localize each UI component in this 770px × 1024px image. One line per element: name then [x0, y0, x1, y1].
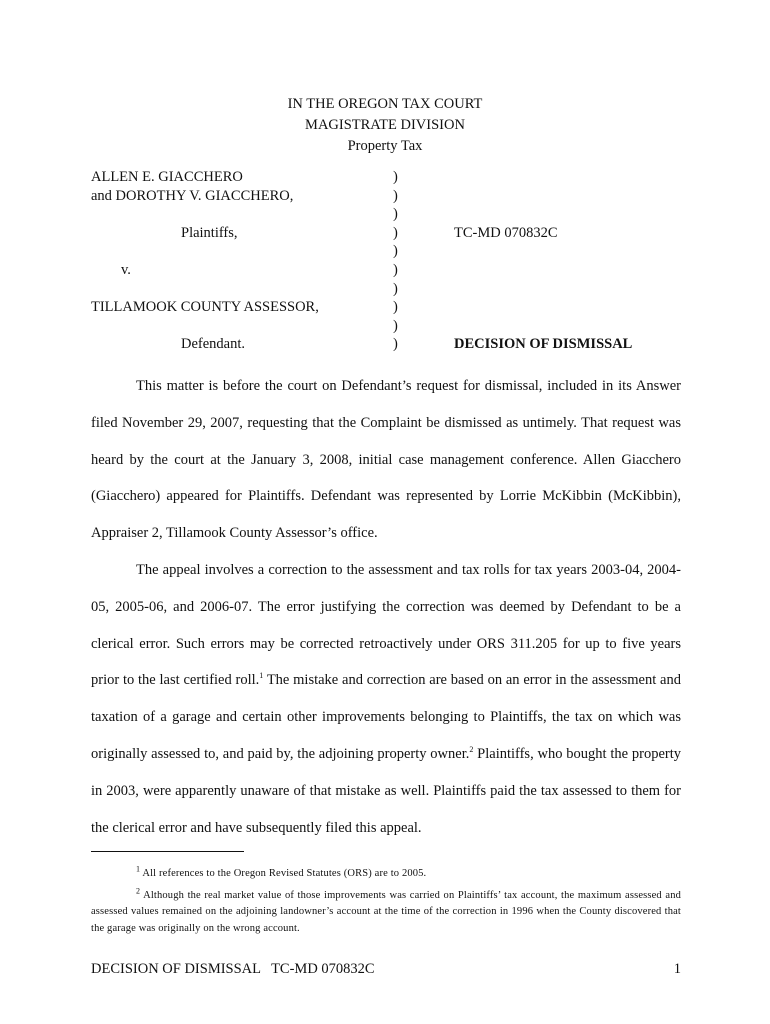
paren: )	[393, 317, 398, 334]
body-paragraph-2	[91, 552, 681, 846]
court-header	[0, 94, 770, 157]
footnote-2	[91, 888, 681, 937]
plaintiff-name-2: and DOROTHY V. GIACCHERO,	[91, 187, 294, 204]
plaintiff-name-1: ALLEN E. GIACCHERO	[91, 169, 243, 185]
footer-title: DECISION OF DISMISSAL TC-MD 070832C	[91, 961, 375, 977]
paren: )	[393, 206, 398, 223]
case-number: TC-MD 070832C	[454, 224, 558, 241]
footnote-2-text: Although the real market value of those improvements was carried on Plaintiffs’ tax account, the maximum assessed and assessed values remained on the adjoining landowner’s account at the time of the correction in 1996 when the County discovered that the garage was originally on the wrong account.	[91, 890, 681, 934]
decision-body	[91, 368, 681, 846]
footnote-ref-1: 1	[259, 671, 264, 681]
plaintiffs-label: Plaintiffs,	[181, 224, 238, 241]
defendant-label: Defendant.	[181, 336, 246, 353]
paren: )	[393, 187, 398, 204]
defendant-name: TILLAMOOK COUNTY ASSESSOR,	[91, 299, 319, 316]
footnote-1	[91, 866, 681, 882]
footnote-1-number: 1	[136, 864, 141, 874]
paren: )	[393, 224, 398, 241]
caption-parties	[91, 168, 391, 354]
footnote-divider	[91, 851, 244, 852]
versus-label: v.	[121, 261, 131, 278]
paren: )	[393, 336, 398, 353]
court-name: IN THE OREGON TAX COURT	[287, 96, 483, 112]
paragraph-2-part-a: The appeal involves a correction to the assessment and tax rolls for tax years 2003-04, 2004-05, 2005-06, and 2006-07. The error justifying the correction was deemed by Defendant to be a clerical error. Such errors may be corrected retroactively under ORS 311.205 for up to five years prior to the last certified roll.	[91, 561, 681, 689]
case-type: Property Tax	[347, 138, 423, 154]
paren: )	[393, 261, 398, 278]
footnotes	[91, 866, 681, 943]
paren: )	[393, 169, 398, 185]
paragraph-2-part-c: Plaintiffs, who bought the property in 2003, were apparently unaware of that mistake as well. Plaintiffs paid the tax assessed to them for the clerical error and have subsequently filed this appeal.	[91, 745, 681, 836]
caption-parentheses	[393, 168, 407, 354]
footnote-2-number: 2	[136, 886, 141, 896]
footnote-ref-2: 2	[469, 745, 474, 755]
decision-title: DECISION OF DISMISSAL	[454, 336, 633, 353]
court-division: MAGISTRATE DIVISION	[305, 117, 465, 133]
paren: )	[393, 243, 398, 260]
body-paragraph-1: This matter is before the court on Defendant’s request for dismissal, included in its Answer filed November 29, 2007, requesting that the Complaint be dismissed as untimely. That request was heard by the court at the January 3, 2008, initial case management conference. Allen Giacchero (Giacchero) appeared for Plaintiffs. Defendant was represented by Lorrie McKibbin (McKibbin), Appraiser 2, Tillamook County Assessor’s office.	[91, 378, 681, 542]
footnote-1-text: All references to the Oregon Revised Statutes (ORS) are to 2005.	[140, 868, 427, 879]
paren: )	[393, 299, 398, 316]
paren: )	[393, 280, 398, 297]
caption-case-info	[454, 168, 714, 354]
paragraph-2-part-b: The mistake and correction are based on an error in the assessment and taxation of a garage and certain other improvements belonging to Plaintiffs, the tax on which was originally assessed to, and paid by, the adjoining property owner.	[91, 672, 681, 762]
page-number: 1	[673, 961, 681, 977]
